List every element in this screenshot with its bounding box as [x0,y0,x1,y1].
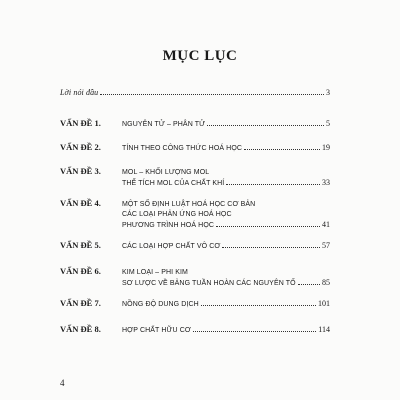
page-number: 41 [322,220,330,229]
dot-leader [226,178,320,185]
dot-leader [193,325,316,332]
entry-title: KIM LOẠI – PHI KIM [122,269,188,276]
toc-entry-8 [60,324,330,336]
page-title: MỤC LỤC [162,48,238,64]
dot-leader [298,278,320,285]
entry-title: NỒNG ĐỘ DUNG DỊCH [122,301,199,308]
issue-label: VẤN ĐỀ 4. [60,198,101,208]
page-number: 85 [322,278,330,287]
page-number: 19 [322,143,330,152]
issue-label: VẤN ĐỀ 8. [60,324,101,334]
page-number: 57 [322,241,330,250]
entry-title: SƠ LƯỢC VỀ BẢNG TUẦN HOÀN CÁC NGUYÊN TỐ [122,280,296,287]
issue-label: VẤN ĐỀ 3. [60,166,101,176]
dot-leader [216,220,320,227]
folio-page-number: 4 [60,378,65,388]
entry-title: MOL – KHỐI LƯỢNG MOL [122,169,210,176]
page-number: 33 [322,178,330,187]
entry-title: NGUYÊN TỬ – PHÂN TỬ [122,121,206,128]
page-number: 3 [326,88,330,97]
entry-title: PHƯƠNG TRÌNH HOÁ HỌC [122,222,215,229]
issue-label: VẤN ĐỀ 6. [60,266,101,276]
toc-entry-5 [60,240,330,252]
toc-entry-7 [60,298,330,310]
entry-title: MỘT SỐ ĐỊNH LUẬT HOÁ HỌC CƠ BẢN [122,201,256,208]
toc-entry-4 [60,198,330,231]
entry-title: TÍNH THEO CÔNG THỨC HOÁ HỌC [122,145,243,152]
issue-label: VẤN ĐỀ 1. [60,118,101,128]
entry-title: CÁC LOẠI HỢP CHẤT VÔ CƠ [122,243,221,250]
page-number: 5 [326,119,330,128]
dot-leader [100,88,324,95]
toc-preface [60,88,330,98]
dot-leader [207,119,324,126]
entry-title: THỂ TÍCH MOL CỦA CHẤT KHÍ [122,180,225,187]
dot-leader [244,143,320,150]
dot-leader [201,299,316,306]
page-number: 101 [318,299,330,308]
dot-leader [222,241,320,248]
page-number: 114 [318,325,330,334]
toc-entry-6 [60,266,330,289]
entry-title: HỢP CHẤT HỮU CƠ [122,327,192,334]
issue-label: VẤN ĐỀ 2. [60,142,101,152]
issue-label: VẤN ĐỀ 7. [60,298,101,308]
toc-entry-2 [60,142,330,154]
issue-label: VẤN ĐỀ 5. [60,240,101,250]
preface-label: Lời nói đầu [60,88,99,97]
toc-entry-3 [60,166,330,189]
toc-entry-1 [60,118,330,130]
entry-title: CÁC LOẠI PHẢN ỨNG HOÁ HỌC [122,211,232,218]
